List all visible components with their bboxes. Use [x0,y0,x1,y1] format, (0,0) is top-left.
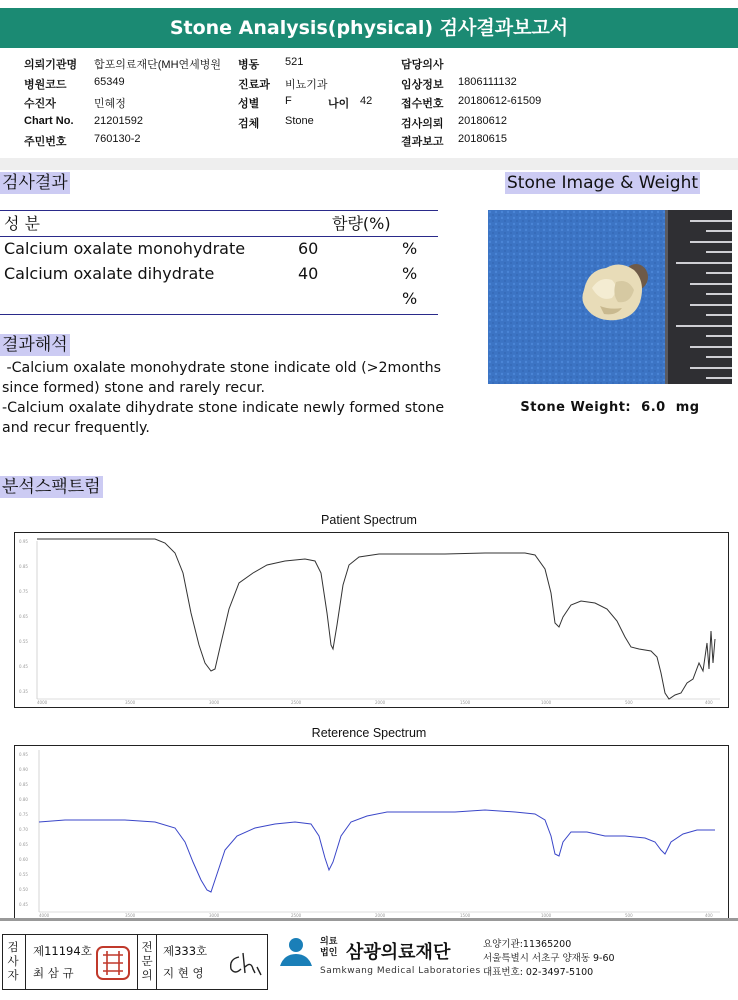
info-value: Stone [285,115,314,127]
stone-image-title: Stone Image & Weight [507,173,699,193]
table-cell-component: Calcium oxalate monohydrate [4,239,246,258]
table-cell-component: Calcium oxalate dihydrate [4,264,215,283]
svg-text:500: 500 [625,700,633,705]
svg-text:400: 400 [705,700,713,705]
info-label: 주민번호 [24,136,67,148]
svg-text:0.60: 0.60 [19,857,28,862]
svg-text:0.55: 0.55 [19,872,28,877]
info-label: 병동 [238,59,260,71]
inspector-label: 검사자 [7,940,19,982]
reference-spectrum-title: Reterence Spectrum [311,726,427,740]
sml-logo-icon [276,936,316,976]
info-label: 검체 [238,118,260,130]
interpretation-line: and recur frequently. [2,420,150,436]
signature-icon [225,949,263,979]
contact-line: 대표번호: 02-3497-5100 [483,967,594,978]
svg-text:0.50: 0.50 [19,887,28,892]
table-rule [0,314,438,315]
svg-text:0.65: 0.65 [19,614,28,619]
info-value: 521 [285,56,304,68]
logo-text: SML [287,966,305,974]
stone-photo [488,210,732,384]
svg-text:0.45: 0.45 [19,902,28,907]
organization-block [276,936,481,992]
report-title: Stone Analysis(physical) 검사결과보고서 [0,8,738,48]
svg-text:0.75: 0.75 [19,812,28,817]
header-amount: 함량(%) [332,214,391,233]
svg-text:0.85: 0.85 [19,782,28,787]
info-value: 21201592 [94,115,143,127]
reference-spectrum-chart [14,745,729,919]
svg-text:2000: 2000 [375,700,386,705]
patient-info [0,52,738,152]
svg-text:1500: 1500 [460,700,471,705]
svg-text:2500: 2500 [291,700,302,705]
contact-line: 요양기관:11365200 [483,939,572,950]
svg-text:0.90: 0.90 [19,767,28,772]
contact-line: 서울특별시 서초구 양재동 9-60 [483,953,615,964]
org-type-label [320,937,337,959]
info-value: 비뇨기과 [285,79,328,91]
svg-text:1000: 1000 [541,700,552,705]
svg-text:3000: 3000 [209,700,220,705]
inspector-no: 제11194호 [33,944,92,958]
svg-text:4000: 4000 [39,913,50,918]
spectrum-section-title: 분석스팩트럼 [2,477,101,497]
info-value: 20180612-61509 [458,95,542,107]
stone-weight: Stone Weight: 6.0 mg [520,400,700,415]
svg-text:2500: 2500 [291,913,302,918]
svg-text:1000: 1000 [541,913,552,918]
org-label-line: 법인 [320,948,338,958]
svg-text:0.85: 0.85 [19,564,28,569]
info-label: 담당의사 [401,59,444,71]
interpretation-title: 결과해석 [2,335,68,355]
info-label: 성별 [238,98,260,110]
interpretation-text [2,358,472,438]
specialist-no: 제333호 [163,944,208,958]
svg-text:4000: 4000 [37,700,48,705]
info-value: 민혜정 [94,98,126,110]
seal-icon [95,945,131,981]
age-label: 나이 [328,98,350,110]
info-value: 20180615 [458,133,507,145]
org-english-name: Samkwang Medical Laboratories [320,966,481,976]
info-label: 접수번호 [401,98,444,110]
interpretation-line: -Calcium oxalate dihydrate stone indicate newly formed stone [2,400,445,416]
table-cell-amount: 40 [298,264,319,283]
info-label: 결과보고 [401,136,444,148]
divider [25,935,26,989]
svg-text:0.80: 0.80 [19,797,28,802]
info-label: 수진자 [24,98,56,110]
info-label: 병원코드 [24,79,67,91]
svg-text:500: 500 [625,913,633,918]
info-value: 합포의료재단(MH연세병원 [94,59,222,71]
svg-text:0.55: 0.55 [19,639,28,644]
info-value: 760130-2 [94,133,141,145]
signature-box [2,934,268,990]
table-cell-unit: % [402,289,418,308]
svg-text:0.35: 0.35 [19,689,28,694]
table-cell-unit: % [402,264,418,283]
svg-text:0.95: 0.95 [19,752,28,757]
info-value: F [285,95,292,107]
info-value: 1806111132 [458,76,517,88]
svg-text:0.95: 0.95 [19,539,28,544]
info-label: 의뢰기관명 [24,59,78,71]
info-label: 진료과 [238,79,270,91]
divider-band [0,158,738,170]
svg-text:3500: 3500 [125,913,136,918]
info-label: Chart No. [24,115,74,127]
divider [156,935,157,989]
age-value: 42 [360,95,373,107]
svg-text:0.70: 0.70 [19,827,28,832]
svg-text:0.65: 0.65 [19,842,28,847]
svg-text:3500: 3500 [125,700,136,705]
patient-spectrum-title: Patient Spectrum [321,513,417,527]
footer-divider [0,918,738,921]
table-cell-amount: 60 [298,239,319,258]
info-value: 65349 [94,76,125,88]
info-value: 20180612 [458,115,507,127]
svg-text:1500: 1500 [460,913,471,918]
interpretation-line: -Calcium oxalate monohydrate stone indicate old (>2months [2,360,441,376]
svg-text:3000: 3000 [209,913,220,918]
table-rule [0,236,438,237]
header-component: 성 분 [4,214,40,233]
interpretation-line: since formed) stone and rarely recur. [2,380,265,396]
inspector-name: 최 삼 규 [33,966,74,980]
result-section-title: 검사결과 [2,173,68,193]
info-label: 임상정보 [401,79,444,91]
specialist-label: 전문의 [141,940,153,982]
svg-text:0.75: 0.75 [19,589,28,594]
org-contact [483,938,615,980]
table-cell-unit: % [402,239,418,258]
org-name: 삼광의료재단 [346,942,451,963]
svg-text:2000: 2000 [375,913,386,918]
info-label: 검사의뢰 [401,118,444,130]
svg-text:400: 400 [705,913,713,918]
org-label-line: 의료 [320,937,338,947]
specialist-name: 지 현 영 [163,966,204,980]
svg-text:0.45: 0.45 [19,664,28,669]
patient-spectrum-chart [14,532,729,708]
